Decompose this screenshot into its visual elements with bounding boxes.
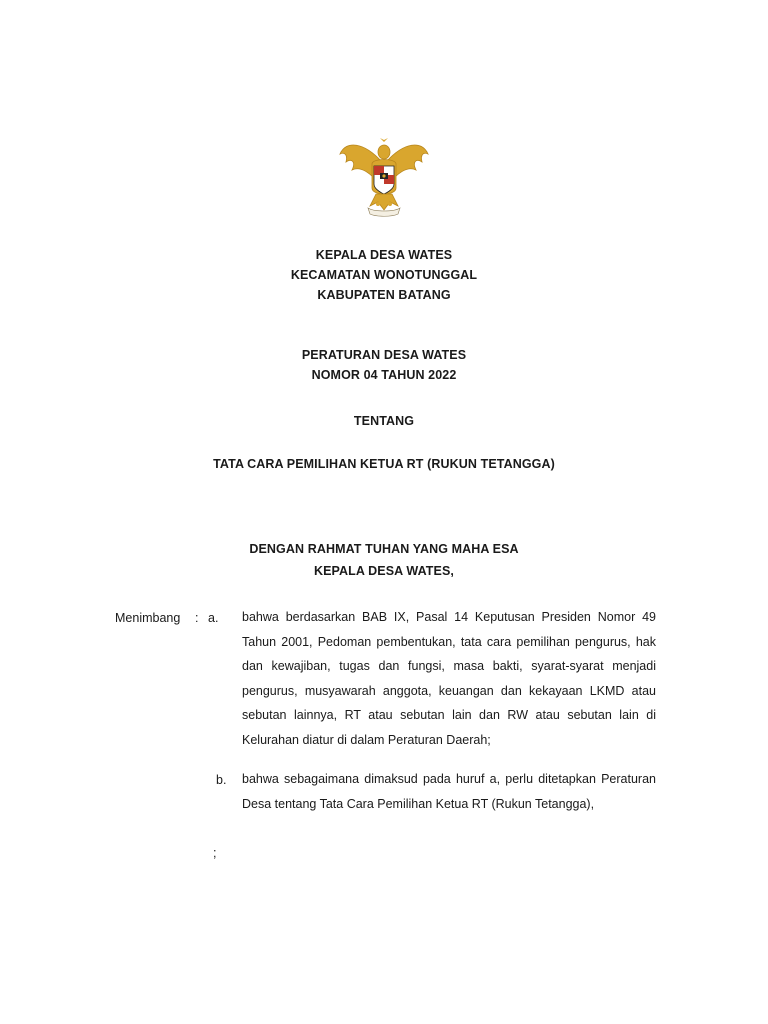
garuda-emblem-icon [334,132,434,222]
regulation-about: TENTANG [353,414,415,428]
considering-label: Menimbang [115,611,181,625]
header-line-2: KECAMATAN WONOTUNGGAL [290,268,478,282]
considering-item-b-text: bahwa sebagaimana dimaksud pada huruf a, perlu ditetapkan Peraturan Desa tentang Tata Cara Pemilihan Ketua RT (Rukun Tetangga), [242,772,656,811]
considering-separator: : [195,611,199,625]
regulation-title: PERATURAN DESA WATES [301,348,467,362]
considering-item-b-letter: b. [216,773,227,787]
header-line-3: KABUPATEN BATANG [317,288,451,302]
preamble-line-1: DENGAN RAHMAT TUHAN YANG MAHA ESA [249,542,519,556]
regulation-subject: TATA CARA PEMILIHAN KETUA RT (RUKUN TETANGGA) [213,457,555,471]
preamble-line-2: KEPALA DESA WATES, [313,564,454,578]
regulation-number: NOMOR 04 TAHUN 2022 [311,368,457,382]
header-line-1: KEPALA DESA WATES [315,248,453,262]
considering-item-a-text: bahwa berdasarkan BAB IX, Pasal 14 Keputusan Presiden Nomor 49 Tahun 2001, Pedoman pembentukan, tata cara pemilihan pengurus, hak dan kewajiban, tugas dan fungsi, masa bakti, syarat-syarat menjadi pengurus, musyawarah anggota, keuangan dan kekayaan LKMD atau sebutan lainnya, RT atau sebutan lain dan RW atau sebutan lain di Kelurahan diatur di dalam Peraturan Daerah; [242,610,656,747]
trailing-semicolon: ; [213,846,217,860]
considering-item-a-letter: a. [208,611,219,625]
